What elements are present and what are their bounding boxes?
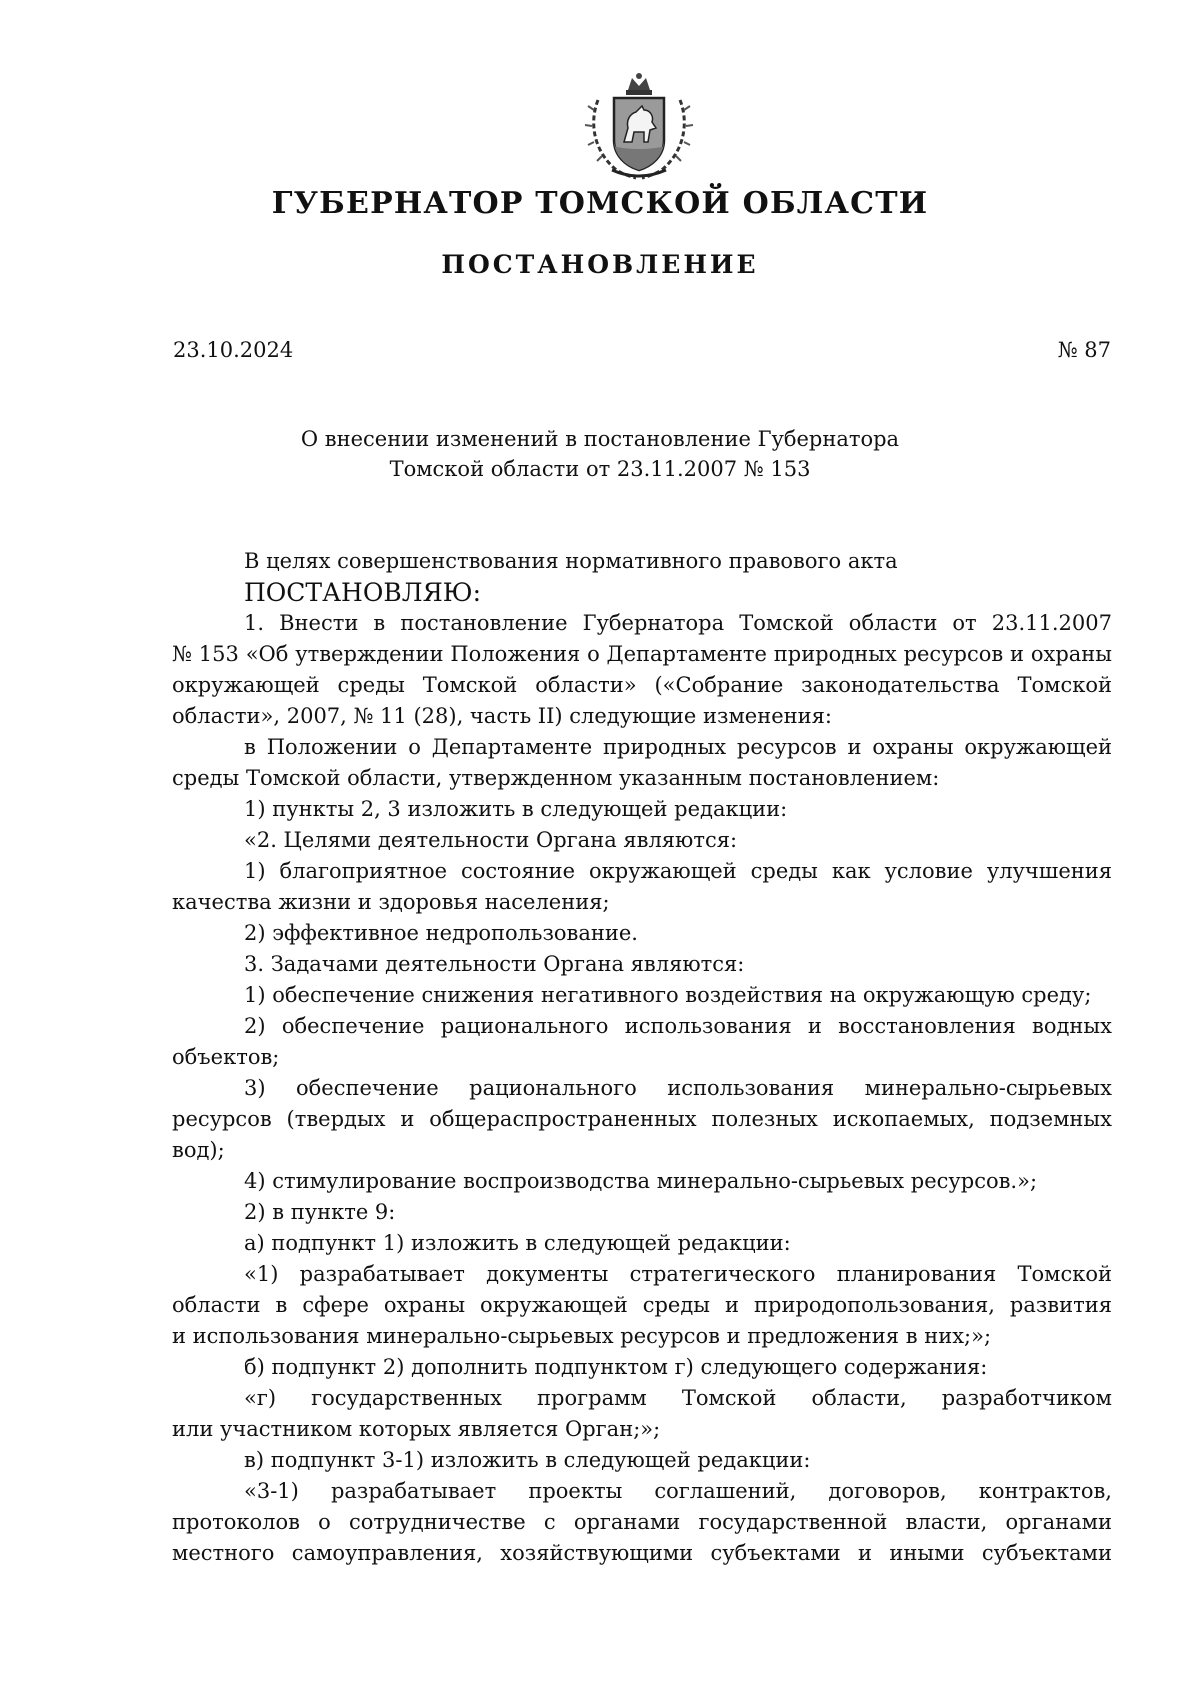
resolve-keyword: ПОСТАНОВЛЯЮ: xyxy=(244,578,482,607)
body-line: 1) пункты 2, 3 изложить в следующей редакции: xyxy=(244,797,788,821)
document-subject xyxy=(0,424,1200,484)
body-line: 3. Задачами деятельности Органа являются: xyxy=(244,952,745,976)
body-line: 1) обеспечение снижения негативного воздействия на окружающую среду; xyxy=(244,983,1092,1007)
body-line: «2. Целями деятельности Органа являются: xyxy=(244,828,738,852)
document-type: ПОСТАНОВЛЕНИЕ xyxy=(441,250,759,279)
body-line: 4) стимулирование воспроизводства минерально-сырьевых ресурсов.»; xyxy=(244,1169,1038,1193)
document-date: 23.10.2024 xyxy=(173,338,294,362)
body-line: протоколов о сотрудничестве с органами государственной власти, органами xyxy=(172,1510,1112,1534)
body-line: 2) обеспечение рационального использования и восстановления водных xyxy=(244,1014,1112,1038)
body-line: окружающей среды Томской области» («Собрание законодательства Томской xyxy=(172,673,1112,697)
body-line: качества жизни и здоровья населения; xyxy=(172,890,610,914)
body-line: «3-1) разрабатывает проекты соглашений, договоров, контрактов, xyxy=(244,1479,1112,1503)
body-line: или участником которых является Орган;»; xyxy=(172,1417,661,1441)
body-line: области в сфере охраны окружающей среды и природопользования, развития xyxy=(172,1293,1112,1317)
body-line: ресурсов (твердых и общераспространенных полезных ископаемых, подземных xyxy=(172,1107,1112,1131)
subject-line: Томской области от 23.11.2007 № 153 xyxy=(389,457,811,481)
body-line: в) подпункт 3-1) изложить в следующей редакции: xyxy=(244,1448,811,1472)
body-line: б) подпункт 2) дополнить подпунктом г) следующего содержания: xyxy=(244,1355,988,1379)
body-line: области», 2007, № 11 (28), часть II) следующие изменения: xyxy=(172,704,832,728)
body-line: № 153 «Об утверждении Положения о Департаменте природных ресурсов и охраны xyxy=(172,642,1112,666)
body-line: В целях совершенствования нормативного правового акта xyxy=(244,549,898,573)
body-line: 2) эффективное недропользование. xyxy=(244,921,638,945)
body-line: «г) государственных программ Томской области, разработчиком xyxy=(244,1386,1112,1410)
document-number: № 87 xyxy=(1057,338,1111,362)
authority-title: ГУБЕРНАТОР ТОМСКОЙ ОБЛАСТИ xyxy=(271,186,929,221)
body-line: 1) благоприятное состояние окружающей среды как условие улучшения xyxy=(244,859,1112,883)
body-line: объектов; xyxy=(172,1045,280,1069)
body-line: среды Томской области, утвержденном указанным постановлением: xyxy=(172,766,940,790)
body-line: и использования минерально-сырьевых ресурсов и предложения в них;»; xyxy=(172,1324,992,1348)
body-line: 2) в пункте 9: xyxy=(244,1200,396,1224)
body-line: а) подпункт 1) изложить в следующей редакции: xyxy=(244,1231,791,1255)
body-line: 1. Внести в постановление Губернатора Томской области от 23.11.2007 xyxy=(244,611,1112,635)
body-line: местного самоуправления, хозяйствующими субъектами и иными субъектами xyxy=(172,1541,1112,1565)
body-line: вод); xyxy=(172,1138,225,1162)
body-line: «1) разрабатывает документы стратегического планирования Томской xyxy=(244,1262,1112,1286)
subject-line: О внесении изменений в постановление Губернатора xyxy=(300,427,900,451)
document-body xyxy=(172,546,1112,1569)
coat-of-arms-icon xyxy=(584,70,694,182)
body-line: в Положении о Департаменте природных ресурсов и охраны окружающей xyxy=(244,735,1112,759)
body-line: 3) обеспечение рационального использования минерально-сырьевых xyxy=(244,1076,1112,1100)
